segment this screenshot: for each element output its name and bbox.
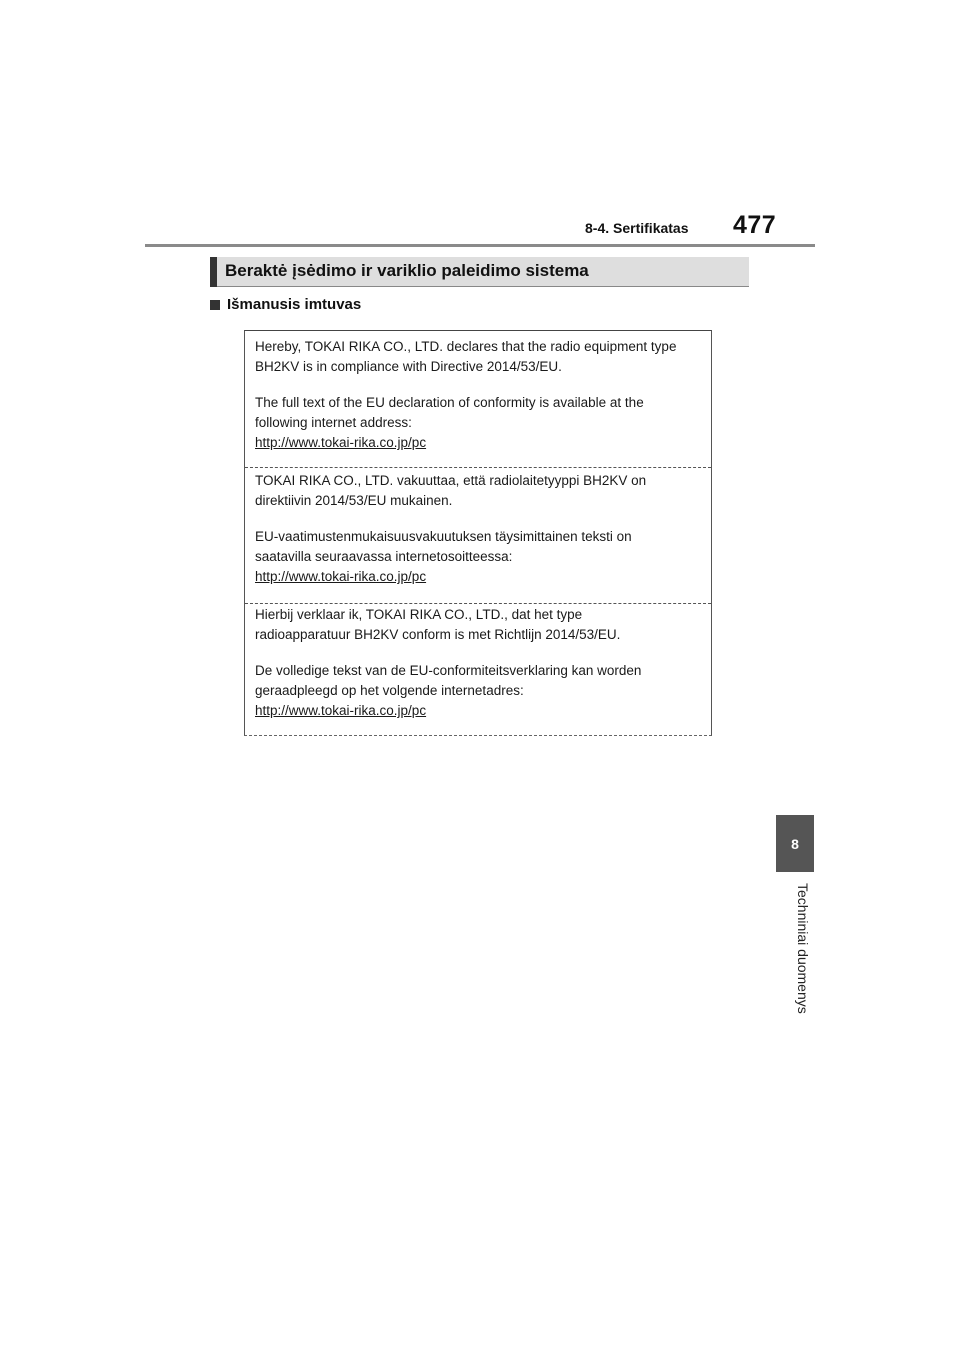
declaration-url-link[interactable]: http://www.tokai-rika.co.jp/pc <box>255 703 427 718</box>
declaration-separator <box>245 603 711 604</box>
declaration-line: De volledige tekst van de EU-conformiteitsverklaring kan worden <box>255 663 642 678</box>
section-banner <box>210 257 749 287</box>
declaration-line: saatavilla seuraavassa internetosoitteessa: <box>255 549 513 564</box>
subsection-title: Išmanusis imtuvas <box>227 296 362 313</box>
declaration-line: EU-vaatimustenmukaisuusvakuutuksen täysimittainen teksti on <box>255 529 632 544</box>
square-bullet-icon <box>210 300 220 310</box>
subsection-heading <box>210 296 361 313</box>
declaration-line: TOKAI RIKA CO., LTD. vakuuttaa, että radiolaitetyyppi BH2KV on <box>255 473 647 488</box>
declaration-dutch <box>245 605 711 721</box>
declaration-line: radioapparatuur BH2KV conform is met Richtlijn 2014/53/EU. <box>255 627 621 642</box>
declaration-line: Hierbij verklaar ik, TOKAI RIKA CO., LTD., dat het type <box>255 607 583 622</box>
section-title: 8-4. Sertifikatas <box>585 220 689 236</box>
declaration-finnish <box>245 471 711 587</box>
banner-title: Beraktė įsėdimo ir variklio paleidimo sistema <box>225 261 589 280</box>
declaration-english <box>245 337 711 453</box>
declaration-line: Hereby, TOKAI RIKA CO., LTD. declares that the radio equipment type <box>255 339 677 354</box>
header-rule <box>145 244 815 247</box>
declaration-line: The full text of the EU declaration of conformity is available at the <box>255 395 644 410</box>
declaration-url-link[interactable]: http://www.tokai-rika.co.jp/pc <box>255 435 427 450</box>
page-number: 477 <box>733 211 777 239</box>
declaration-line: geraadpleegd op het volgende internetadres: <box>255 683 524 698</box>
declaration-line: BH2KV is in compliance with Directive 2014/53/EU. <box>255 359 562 374</box>
declaration-url-link[interactable]: http://www.tokai-rika.co.jp/pc <box>255 569 427 584</box>
banner-accent-bar <box>210 257 217 287</box>
declaration-line: direktiivin 2014/53/EU mukainen. <box>255 493 453 508</box>
chapter-number: 8 <box>791 835 799 852</box>
declaration-box <box>244 330 712 736</box>
chapter-tab <box>776 815 814 872</box>
declaration-line: following internet address: <box>255 415 412 430</box>
chapter-label: Techniniai duomenys <box>795 883 811 1014</box>
declaration-separator <box>245 467 711 468</box>
